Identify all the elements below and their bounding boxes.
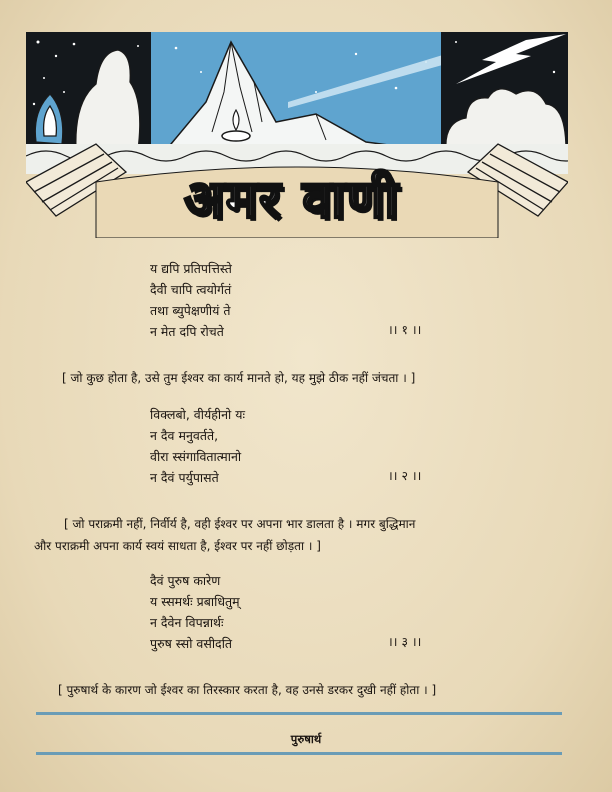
- page-title: अमर वाणी: [184, 170, 400, 230]
- verse-line: विक्लबो, वीर्यहीनो यः: [150, 407, 246, 422]
- verse-line: य द्यपि प्रतिपत्तिस्ते: [150, 261, 232, 276]
- verse-line: न मेत दपि रोचते: [150, 324, 224, 339]
- verse-number: ।। २ ।।: [388, 468, 422, 483]
- verse-gloss: [ पुरुषार्थ के कारण जो ईश्वर का तिरस्कार करता है, वह उनसे डरकर दुखी नहीं होता । ]: [58, 683, 437, 697]
- verse-line: दैवं पुरुष कारेण: [150, 573, 221, 588]
- verse-line: न दैव मनुवर्तते,: [150, 428, 219, 443]
- verse-number: ।। १ ।।: [388, 322, 422, 337]
- footer-caption: पुरुषार्थ: [290, 732, 322, 746]
- verse-gloss: [ जो पराक्रमी नहीं, निर्वीर्य है, वही ईश्वर पर अपना भार डालता है । मगर बुद्धिमान: [64, 517, 416, 531]
- verse-line: य स्समर्थः प्रबाधितुम्: [150, 594, 240, 609]
- verse-gloss: [ जो कुछ होता है, उसे तुम ईश्वर का कार्य मानते हो, यह मुझे ठीक नहीं जंचता । ]: [62, 371, 416, 385]
- verse-line: न दैवं पर्युपासते: [150, 470, 219, 485]
- verse-number: ।। ३ ।।: [388, 634, 422, 649]
- divider-top: [36, 712, 562, 715]
- verse-line: दैवी चापि त्वयोर्गतं: [150, 282, 232, 297]
- verse-gloss: और पराक्रमी अपना कार्य स्वयं साधता है, ईश्वर पर नहीं छोड़ता । ]: [34, 539, 321, 553]
- verse-line: पुरुष स्सो वसीदति: [150, 636, 233, 651]
- divider-bottom: [36, 752, 562, 755]
- verse-line: वीरा स्संगावितात्मानो: [150, 449, 242, 464]
- verse-line: न दैवेन विपन्नार्थः: [150, 615, 224, 630]
- verse-line: तथा ब्युपेक्षणीयं ते: [150, 303, 231, 318]
